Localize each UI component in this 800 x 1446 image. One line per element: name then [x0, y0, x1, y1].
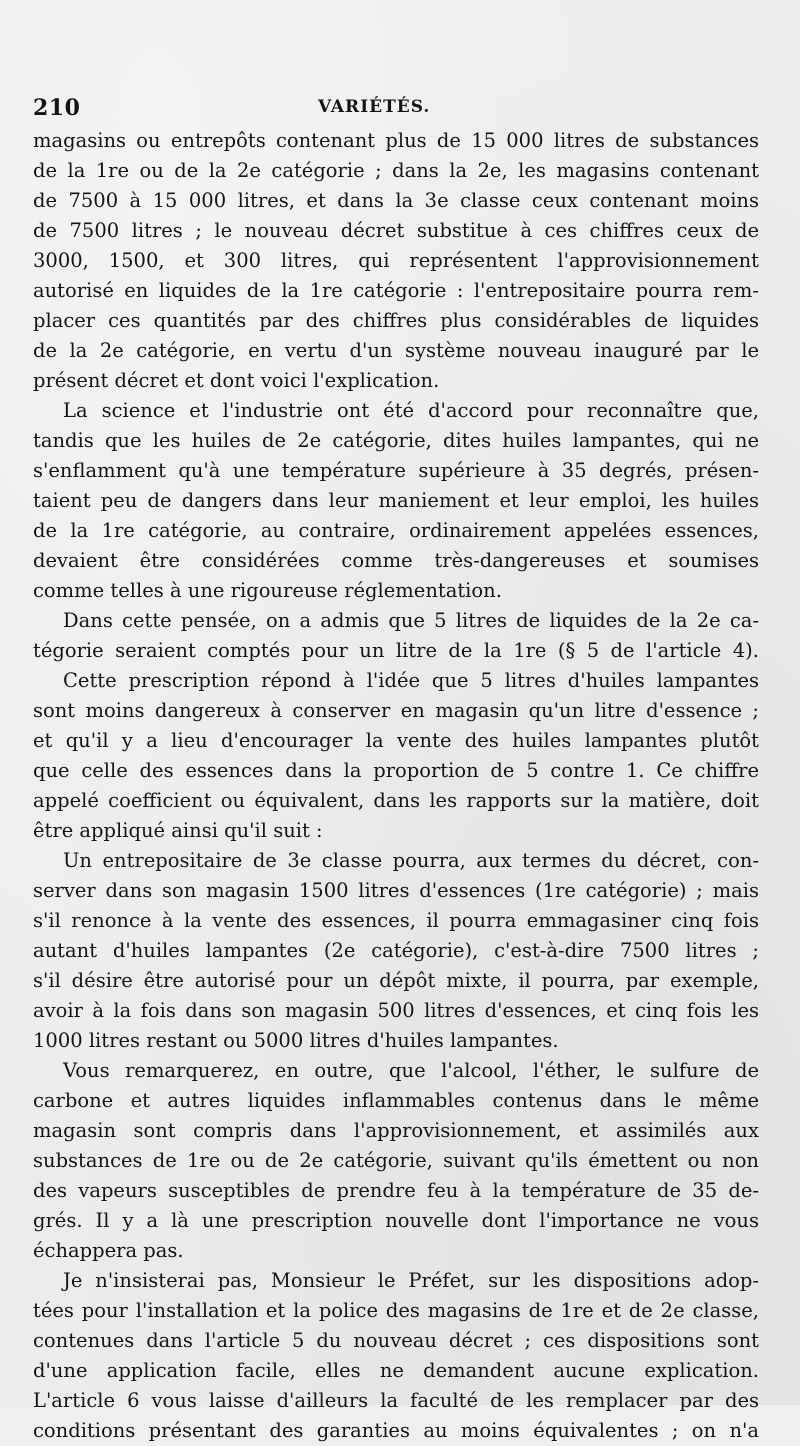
text-line: d'une application facile, elles ne demandent aucune explication.: [33, 1359, 759, 1382]
page-number: 210: [33, 95, 81, 121]
text-line: tandis que les huiles de 2e catégorie, dites huiles lampantes, qui ne: [33, 429, 759, 452]
text-line: Dans cette pensée, on a admis que 5 litres de liquides de la 2e ca-: [63, 609, 759, 632]
text-line: contenues dans l'article 5 du nouveau décret ; ces dispositions sont: [33, 1329, 759, 1352]
text-line: présent décret et dont voici l'explication.: [33, 369, 440, 392]
text-line: que celle des essences dans la proportion de 5 contre 1. Ce chiffre: [33, 759, 759, 782]
text-line: de 7500 litres ; le nouveau décret substitue à ces chiffres ceux de: [33, 219, 759, 242]
text-line: s'il désire être autorisé pour un dépôt mixte, il pourra, par exemple,: [33, 969, 759, 992]
text-line: des vapeurs susceptibles de prendre feu à la température de 35 de-: [33, 1179, 759, 1202]
text-line: avoir à la fois dans son magasin 500 litres d'essences, et cinq fois les: [33, 999, 759, 1022]
text-line: Je n'insisterai pas, Monsieur le Préfet, sur les dispositions adop-: [63, 1269, 759, 1292]
text-line: L'article 6 vous laisse d'ailleurs la faculté de les remplacer par des: [33, 1389, 759, 1412]
text-line: Cette prescription répond à l'idée que 5 litres d'huiles lampantes: [63, 669, 759, 692]
text-line: être appliqué ainsi qu'il suit :: [33, 819, 323, 842]
text-line: server dans son magasin 1500 litres d'essences (1re catégorie) ; mais: [33, 879, 759, 902]
text-line: comme telles à une rigoureuse réglementation.: [33, 579, 502, 602]
text-line: échappera pas.: [33, 1239, 184, 1262]
text-line: appelé coefficient ou équivalent, dans les rapports sur la matière, doit: [33, 789, 759, 812]
text-line: de la 1re catégorie, au contraire, ordinairement appelées essences,: [33, 519, 759, 542]
text-line: 1000 litres restant ou 5000 litres d'huiles lampantes.: [33, 1029, 559, 1052]
text-line: magasin sont compris dans l'approvisionnement, et assimilés aux: [33, 1119, 759, 1142]
text-line: de la 2e catégorie, en vertu d'un système nouveau inauguré par le: [33, 339, 759, 362]
text-line: Un entrepositaire de 3e classe pourra, aux termes du décret, con-: [63, 849, 759, 872]
text-line: grés. Il y a là une prescription nouvelle dont l'importance ne vous: [33, 1209, 759, 1232]
running-title: VARIÉTÉS.: [318, 97, 431, 117]
text-line: taient peu de dangers dans leur maniement et leur emploi, les huiles: [33, 489, 759, 512]
text-line: devaient être considérées comme très-dangereuses et soumises: [33, 549, 759, 572]
text-line: de la 1re ou de la 2e catégorie ; dans la 2e, les magasins contenant: [33, 159, 759, 182]
text-line: placer ces quantités par des chiffres plus considérables de liquides: [33, 309, 759, 332]
text-line: et qu'il y a lieu d'encourager la vente des huiles lampantes plutôt: [33, 729, 759, 752]
text-line: Vous remarquerez, en outre, que l'alcool, l'éther, le sulfure de: [63, 1059, 759, 1082]
text-line: carbone et autres liquides inflammables contenus dans le même: [33, 1089, 759, 1112]
text-line: 3000, 1500, et 300 litres, qui représentent l'approvisionnement: [33, 249, 759, 272]
text-line: de 7500 à 15 000 litres, et dans la 3e classe ceux contenant moins: [33, 189, 759, 212]
text-line: conditions présentant des garanties au moins équivalentes ; on n'a: [33, 1419, 759, 1442]
text-line: substances de 1re ou de 2e catégorie, suivant qu'ils émettent ou non: [33, 1149, 759, 1172]
text-line: La science et l'industrie ont été d'accord pour reconnaître que,: [63, 399, 759, 422]
text-line: autant d'huiles lampantes (2e catégorie), c'est-à-dire 7500 litres ;: [33, 939, 759, 962]
body-text: [33, 126, 759, 1446]
text-line: s'enflamment qu'à une température supérieure à 35 degrés, présen-: [33, 459, 759, 482]
page-header: [33, 95, 753, 125]
text-line: tées pour l'installation et la police des magasins de 1re et de 2e classe,: [33, 1299, 759, 1322]
text-line: magasins ou entrepôts contenant plus de 15 000 litres de substances: [33, 129, 759, 152]
text-line: tégorie seraient comptés pour un litre de la 1re (§ 5 de l'article 4).: [33, 639, 759, 662]
text-line: s'il renonce à la vente des essences, il pourra emmagasiner cinq fois: [33, 909, 759, 932]
text-line: sont moins dangereux à conserver en magasin qu'un litre d'essence ;: [33, 699, 759, 722]
text-line: autorisé en liquides de la 1re catégorie : l'entrepositaire pourra rem-: [33, 279, 759, 302]
